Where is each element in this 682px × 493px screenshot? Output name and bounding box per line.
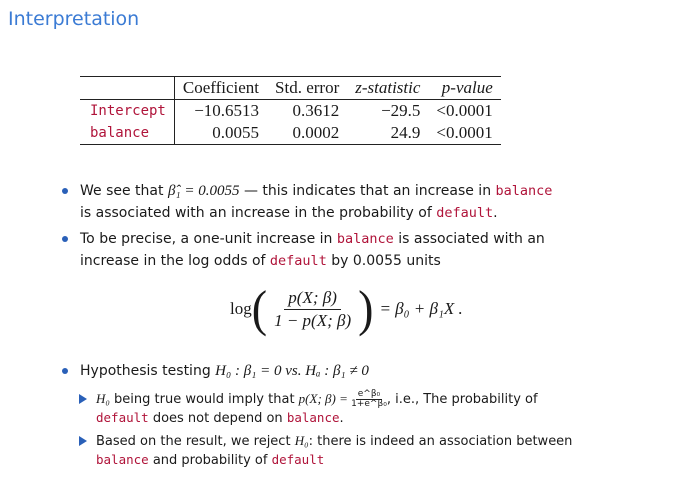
table-cell: 0.0002 [292,123,340,142]
bullet-text: . [493,205,498,221]
sub-text: Based on the result, we reject [96,434,295,449]
bullet-dot-icon [62,236,68,242]
bullet-dot-icon [62,188,68,194]
bullet-text: To be precise, a one-unit increase in [80,231,337,247]
bullet-item [60,180,660,224]
col-header-coefficient: Coefficient [174,77,267,100]
table-row [80,100,501,123]
log-odds-equation [230,280,463,337]
code-term: balance [336,231,394,247]
code-term: default [269,253,327,269]
regression-table [80,76,501,145]
fraction-denominator: 1 − p(X; β) [274,310,352,330]
math-inline: H₀ : β₁ = 0 vs. Hₐ : β₁ ≠ 0 [215,363,369,379]
small-fraction [351,390,387,409]
bullet-text: is associated with an [393,231,545,247]
triangle-bullet-icon [79,394,87,404]
table-cell: 24.9 [390,123,421,142]
equation-rhs: = β₀ + β₁X . [379,299,463,318]
bullet-dot-icon [62,368,68,374]
left-paren: ( [251,280,268,337]
table-corner [80,77,174,100]
col-header-std-error: Std. error [267,77,347,100]
code-term: balance [495,183,553,199]
small-fraction-num: e^β₀ [357,389,381,399]
code-term: default [96,410,149,425]
bullet-text: Hypothesis testing [80,363,216,379]
math-inline: β̂₁ = 0.0055 [167,183,240,199]
table-cell: <0.0001 [436,101,493,120]
code-term: default [436,205,494,221]
bullet-text: is associated with an increase in the probability of [80,205,437,221]
sub-text: and probability of [148,453,272,468]
slide-title: Interpretation [8,8,140,30]
table-cell: <0.0001 [436,123,493,142]
math-inline: p(X; β) = [298,391,352,406]
fraction-numerator: p(X; β) [284,288,341,310]
sub-text: : there is indeed an association between [308,434,573,449]
sub-text: . [339,411,344,426]
table-cell: −29.5 [381,101,421,120]
triangle-bullet-icon [79,436,87,446]
sub-bullet-item [96,390,656,428]
small-fraction-den: 1+e^β₀ [351,399,387,409]
right-paren: ) [358,280,374,337]
equation-fraction [270,288,355,331]
col-header-z-statistic: z-statistic [347,77,428,100]
bullet-text: — this indicates that an increase in [239,183,496,199]
bullet-text: We see that [80,183,168,199]
math-inline: H₀ [96,391,110,406]
math-inline: H₀ [294,433,309,448]
bullet-item [60,228,660,272]
bullet-item [60,360,680,382]
col-header-p-value: p-value [428,77,500,100]
sub-bullet-item [96,432,656,470]
table-cell: −10.6513 [194,101,260,120]
table-cell: 0.0055 [212,123,260,142]
table-header-row [80,77,501,100]
row-label-intercept: Intercept [80,100,174,123]
equation-log: log [230,299,252,318]
sub-text: being true would imply that [109,392,299,407]
code-term: balance [96,452,149,467]
bullet-text: by 0.0055 units [326,253,441,269]
bullet-list [60,180,660,276]
bullet-text: increase in the log odds of [80,253,270,269]
sub-text: , i.e., The probability of [386,392,538,407]
table-row [80,122,501,145]
row-label-balance: balance [80,122,174,145]
sub-text: does not depend on [148,411,287,426]
code-term: default [271,452,325,467]
code-term: balance [286,410,340,425]
table-cell: 0.3612 [292,101,340,120]
